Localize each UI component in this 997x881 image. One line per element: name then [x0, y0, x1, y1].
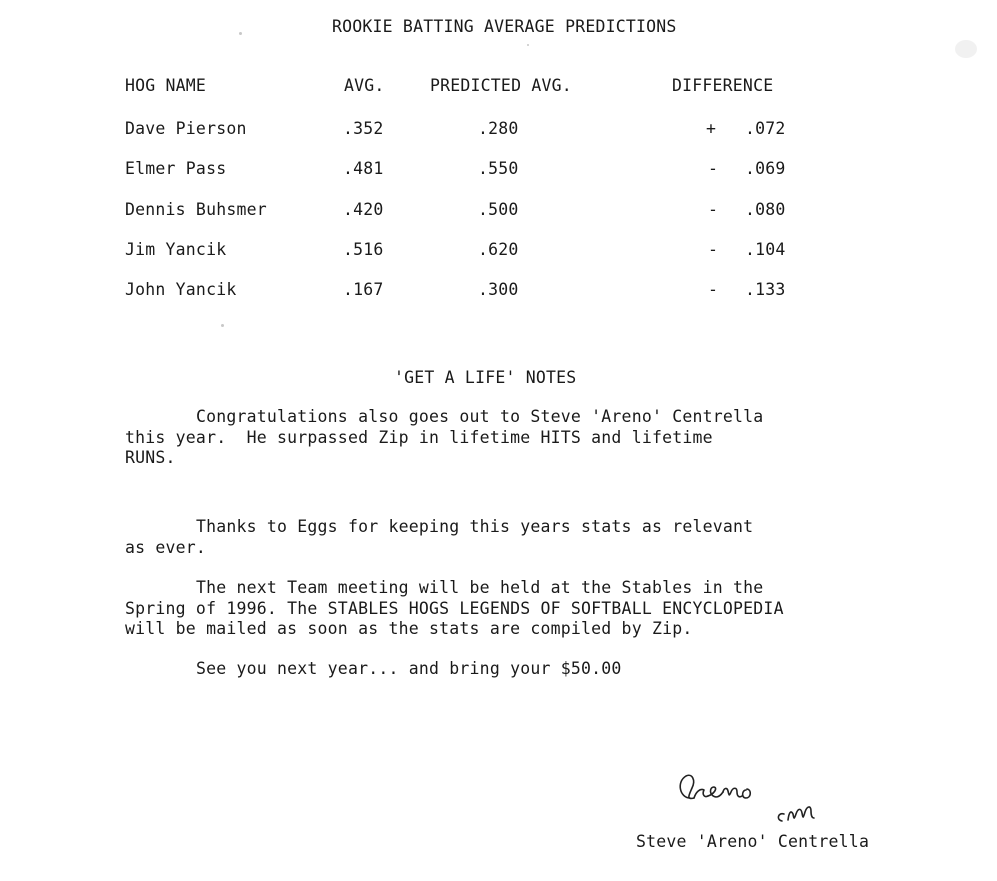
row-name: Dave Pierson: [125, 119, 247, 138]
row-name: Jim Yancik: [125, 240, 227, 259]
row-difference: .133: [745, 280, 786, 299]
row-predicted: .550: [478, 159, 519, 178]
scan-speck: [527, 44, 529, 46]
header-avg: AVG.: [344, 76, 385, 95]
row-predicted: .300: [478, 280, 519, 299]
row-predicted: .280: [478, 119, 519, 138]
row-name: Dennis Buhsmer: [125, 200, 267, 219]
notes-heading: 'GET A LIFE' NOTES: [394, 368, 577, 387]
paragraph-congratulations: Congratulations also goes out to Steve 'Areno' Centrella this year. He surpassed Zip in lifetime HITS and lifetime RUNS.: [125, 407, 764, 467]
scan-speck: [221, 324, 224, 327]
row-difference: .072: [745, 119, 786, 138]
row-difference: .080: [745, 200, 786, 219]
row-avg: .481: [343, 159, 384, 178]
row-difference: .104: [745, 240, 786, 259]
row-avg: .420: [343, 200, 384, 219]
row-sign: -: [708, 159, 719, 178]
row-predicted: .620: [478, 240, 519, 259]
row-sign: +: [706, 119, 717, 138]
typed-signature-name: Steve 'Areno' Centrella: [636, 832, 870, 851]
row-avg: .167: [343, 280, 384, 299]
handwritten-signature: [672, 768, 842, 832]
header-predicted-avg: PREDICTED AVG.: [430, 76, 572, 95]
scan-speck: [239, 32, 242, 35]
scan-speck: [955, 40, 977, 58]
row-difference: .069: [745, 159, 786, 178]
paragraph-see-you: See you next year... and bring your $50.00: [125, 659, 622, 678]
row-sign: -: [708, 200, 719, 219]
row-avg: .352: [343, 119, 384, 138]
header-difference: DIFFERENCE: [672, 76, 774, 95]
row-predicted: .500: [478, 200, 519, 219]
row-name: John Yancik: [125, 280, 237, 299]
paragraph-team-meeting: The next Team meeting will be held at the Stables in the Spring of 1996. The STABLES HOGS LEGENDS OF SOFTBALL ENCYCLOPEDIA will be mailed as soon as the stats are compiled by Zip.: [125, 578, 784, 638]
row-avg: .516: [343, 240, 384, 259]
row-name: Elmer Pass: [125, 159, 227, 178]
document-title: ROOKIE BATTING AVERAGE PREDICTIONS: [332, 17, 677, 36]
paragraph-thanks: Thanks to Eggs for keeping this years stats as relevant as ever.: [125, 517, 754, 557]
row-sign: -: [708, 280, 719, 299]
row-sign: -: [708, 240, 719, 259]
header-hog-name: HOG NAME: [125, 76, 207, 95]
